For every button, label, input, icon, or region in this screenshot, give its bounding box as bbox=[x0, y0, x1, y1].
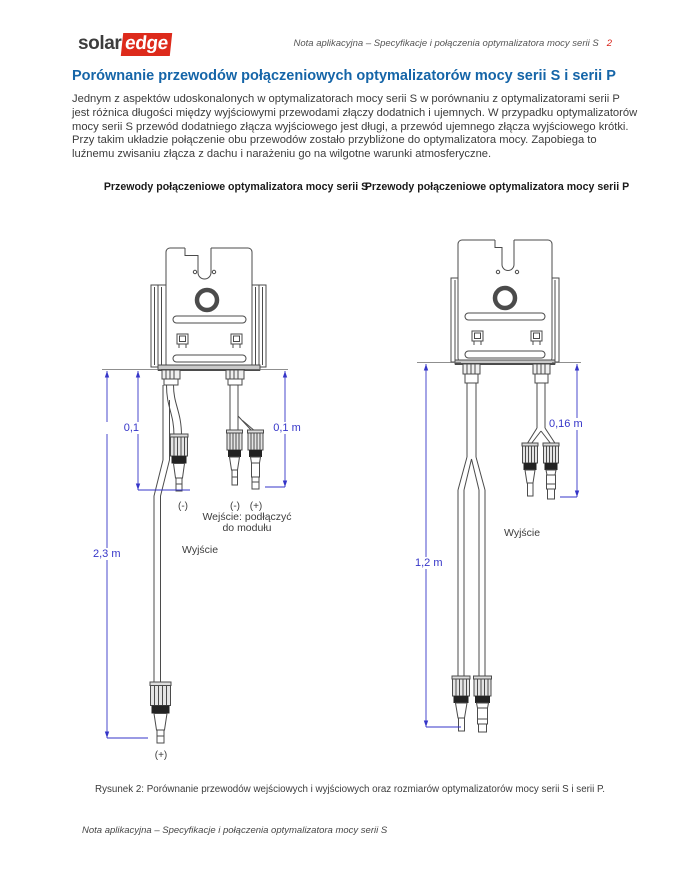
p-series-heading: Przewody połączeniowe optymalizatora mocy serii P bbox=[364, 181, 630, 193]
p-dim-output: 1,2 m bbox=[415, 557, 443, 569]
figure-2 bbox=[0, 210, 700, 785]
s-dim-output-long: 2,3 m bbox=[93, 548, 121, 560]
s-output-minus-label: (-) bbox=[178, 501, 188, 512]
page-number: 2 bbox=[606, 38, 612, 49]
s-dim-output-short: 0,1 bbox=[106, 422, 140, 434]
s-series-drawing bbox=[95, 232, 310, 777]
p-series-drawing bbox=[415, 232, 615, 777]
s-series-heading: Przewody połączeniowe optymalizatora mocy serii S bbox=[103, 181, 369, 193]
solaredge-logo bbox=[78, 33, 171, 56]
s-output-plus-label: (+) bbox=[154, 750, 168, 761]
p-output-label: Wyjście bbox=[504, 527, 541, 539]
p-input-cables bbox=[522, 383, 559, 499]
s-input-plus-label: (+) bbox=[249, 501, 263, 512]
page-header bbox=[0, 0, 700, 60]
p-output-cables bbox=[452, 383, 492, 732]
s-output-label: Wyjście bbox=[182, 544, 219, 556]
running-header-title: Nota aplikacyjna – Specyfikacje i połączenia optymalizatora mocy serii S bbox=[293, 38, 599, 49]
p-optimizer-device bbox=[451, 240, 559, 384]
s-input-note bbox=[177, 512, 317, 534]
section-title: Porównanie przewodów połączeniowych optymalizatorów mocy serii S i serii P bbox=[72, 68, 616, 84]
page-footer: Nota aplikacyjna – Specyfikacje i połączenia optymalizatora mocy serii S bbox=[82, 825, 388, 836]
s-input-cables bbox=[227, 385, 264, 489]
running-header bbox=[294, 38, 613, 49]
s-input-minus-label: (-) bbox=[230, 501, 240, 512]
logo-text-solar: solar bbox=[78, 33, 122, 54]
s-input-note-line1: Wejście: podłączyć bbox=[202, 511, 292, 523]
s-optimizer-device bbox=[151, 248, 266, 386]
p-dim-input: 0,16 m bbox=[549, 418, 583, 430]
s-input-note-line2: do modułu bbox=[222, 522, 272, 535]
s-output-cables bbox=[150, 385, 188, 743]
intro-paragraph: Jednym z aspektów udoskonalonych w optymalizatorach mocy serii S w porównaniu z optymalizatorami serii P jest różnica długości między wyjściowymi przewodami złączy dodatnich i ujemnych. W przypadku optymalizatorów mocy serii S przewód dodatniego złącza wyjściowego jest długi, a przewód ujemnego złącza wyjściowego krótki. Przy takim układzie połączenie obu przewodów zostało przybliżone do optymalizatora mocy. Zapobiega to luźnemu zwisaniu złącza z dachu i narażeniu go na wilgotne warunki atmosferyczne. bbox=[72, 93, 638, 161]
figure-caption: Rysunek 2: Porównanie przewodów wejściowych i wyjściowych oraz rozmiarów optymalizatorów mocy serii S i serii P. bbox=[95, 784, 605, 795]
s-dim-input: 0,1 m bbox=[264, 422, 310, 434]
logo-text-edge: edge bbox=[121, 33, 172, 56]
